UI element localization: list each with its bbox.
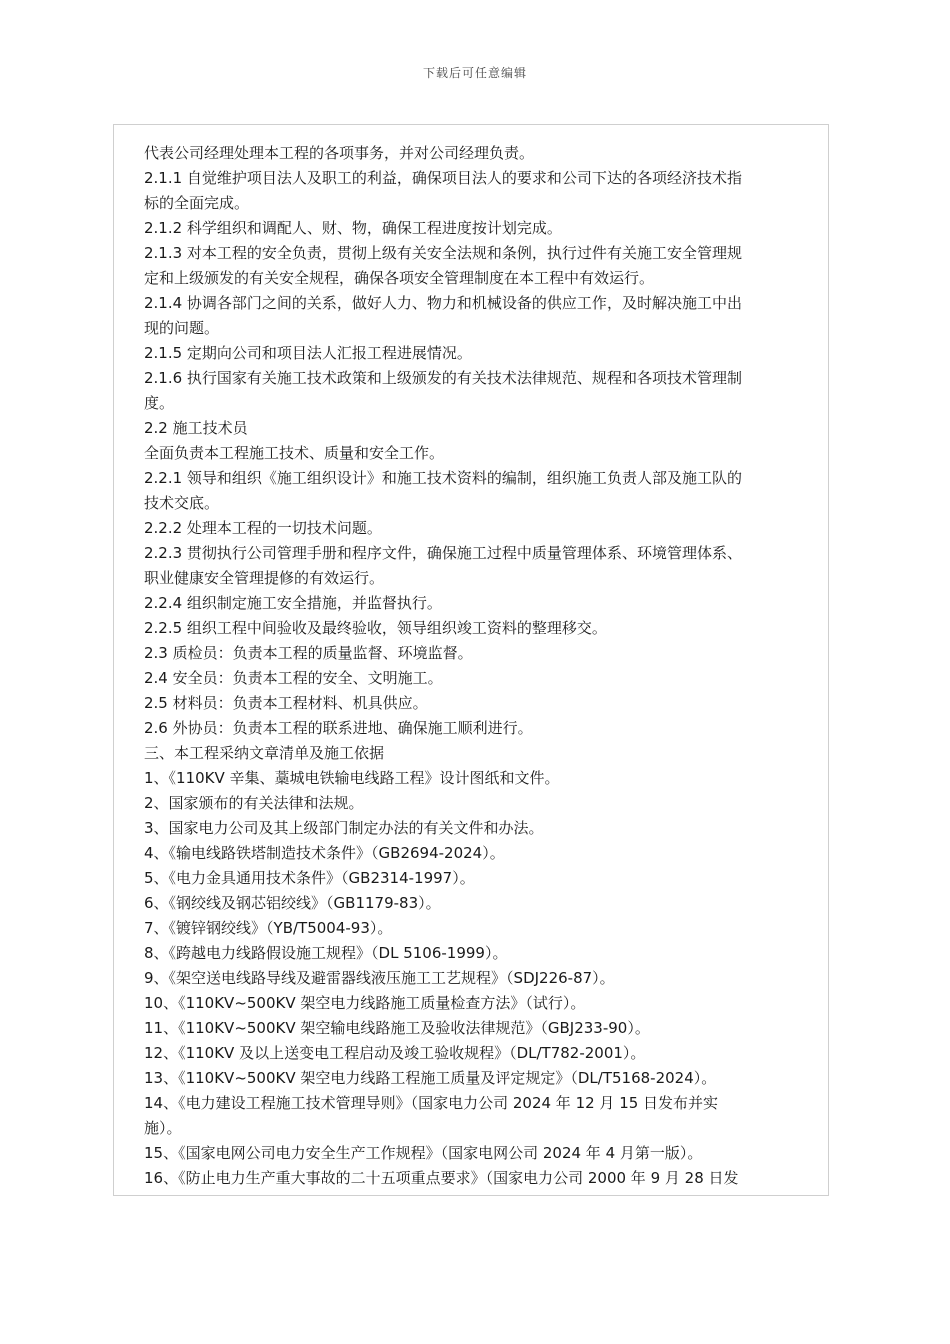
- text-line: 9、《架空送电线路导线及避雷器线液压施工工艺规程》（SDJ226-87）。: [144, 969, 615, 987]
- text-line: 标的全面完成。: [144, 194, 250, 212]
- text-line: 11、《110KV~500KV 架空输电线路施工及验收法律规范》（GBJ233-90）。: [144, 1019, 650, 1037]
- text-line: 2.1.2 科学组织和调配人、财、物，确保工程进度按计划完成。: [144, 219, 562, 237]
- text-line: 4、《输电线路铁塔制造技术条件》（GB2694-2024）。: [144, 844, 505, 862]
- text-line: 职业健康安全管理提修的有效运行。: [144, 569, 385, 587]
- text-lines: [144, 141, 810, 1191]
- text-line: 技术交底。: [144, 494, 220, 512]
- text-line: 10、《110KV~500KV 架空电力线路施工质量检查方法》（试行）。: [144, 994, 586, 1012]
- text-line: 15、《国家电网公司电力安全生产工作规程》（国家电网公司 2024 年 4 月第一版）。: [144, 1144, 703, 1162]
- text-line: 2.6 外协员：负责本工程的联系进地、确保施工顺利进行。: [144, 719, 533, 737]
- text-line: 16、《防止电力生产重大事故的二十五项重点要求》（国家电力公司 2000 年 9 月 28 日发: [144, 1169, 739, 1187]
- text-line: 5、《电力金具通用技术条件》（GB2314-1997）。: [144, 869, 475, 887]
- text-line: 14、《电力建设工程施工技术管理导则》（国家电力公司 2024 年 12 月 15 日发布并实: [144, 1094, 719, 1112]
- text-line: 8、《跨越电力线路假设施工规程》（DL 5106-1999）。: [144, 944, 508, 962]
- text-line: 三、本工程采纳文章清单及施工依据: [144, 744, 385, 762]
- text-line: 2.2.4 组织制定施工安全措施，并监督执行。: [144, 594, 442, 612]
- text-line: 2.2 施工技术员: [144, 419, 248, 437]
- text-line: 13、《110KV~500KV 架空电力线路工程施工质量及评定规定》（DL/T5168-2024）。: [144, 1069, 717, 1087]
- text-line: 2.4 安全员：负责本工程的安全、文明施工。: [144, 669, 443, 687]
- text-line: 施）。: [144, 1119, 182, 1137]
- text-line: 2.1.3 对本工程的安全负责，贯彻上级有关安全法规和条例，执行过件有关施工安全管理规: [144, 244, 742, 262]
- text-line: 2.1.5 定期向公司和项目法人汇报工程进展情况。: [144, 344, 472, 362]
- text-line: 2、国家颁布的有关法律和法规。: [144, 794, 364, 812]
- text-line: 2.2.1 领导和组织《施工组织设计》和施工技术资料的编制，组织施工负责人部及施工队的: [144, 469, 742, 487]
- text-line: 度。: [144, 394, 175, 412]
- text-line: 12、《110KV 及以上送变电工程启动及竣工验收规程》（DL/T782-2001）。: [144, 1044, 646, 1062]
- text-line: 1、《110KV 辛集、藁城电铁输电线路工程》设计图纸和文件。: [144, 769, 560, 787]
- text-line: 2.3 质检员：负责本工程的质量监督、环境监督。: [144, 644, 473, 662]
- text-line: 2.5 材料员：负责本工程材料、机具供应。: [144, 694, 428, 712]
- page-header: 下载后可任意编辑: [422, 66, 527, 80]
- text-line: 2.2.2 处理本工程的一切技术问题。: [144, 519, 382, 537]
- text-line: 定和上级颁发的有关安全规程，确保各项安全管理制度在本工程中有效运行。: [144, 269, 655, 287]
- text-line: 2.1.1 自觉维护项目法人及职工的利益，确保项目法人的要求和公司下达的各项经济技术指: [144, 169, 742, 187]
- text-line: 全面负责本工程施工技术、质量和安全工作。: [144, 444, 445, 462]
- text-line: 2.1.6 执行国家有关施工技术政策和上级颁发的有关技术法律规范、规程和各项技术管理制: [144, 369, 742, 387]
- text-line: 2.2.5 组织工程中间验收及最终验收，领导组织竣工资料的整理移交。: [144, 619, 607, 637]
- text-line: 6、《钢绞线及钢芯铝绞线》（GB1179-83）。: [144, 894, 441, 912]
- text-line: 2.1.4 协调各部门之间的关系，做好人力、物力和机械设备的供应工作，及时解决施工中出: [144, 294, 742, 312]
- document-body: [113, 124, 829, 1196]
- text-line: 3、国家电力公司及其上级部门制定办法的有关文件和办法。: [144, 819, 544, 837]
- text-line: 2.2.3 贯彻执行公司管理手册和程序文件，确保施工过程中质量管理体系、环境管理体系、: [144, 544, 742, 562]
- text-line: 现的问题。: [144, 319, 220, 337]
- text-line: 代表公司经理处理本工程的各项事务，并对公司经理负责。: [144, 144, 535, 162]
- text-line: 7、《镀锌钢绞线》（YB/T5004-93）。: [144, 919, 393, 937]
